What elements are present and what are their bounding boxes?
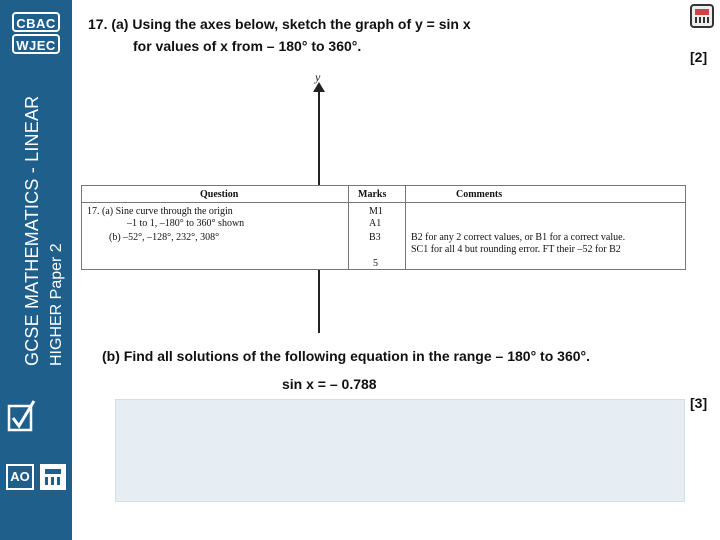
cbac-wjec-logo xyxy=(12,12,62,56)
question-a-line1: 17. (a) Using the axes below, sketch the graph of y = sin x xyxy=(88,16,471,32)
table-divider xyxy=(405,186,406,269)
mark-scheme-table xyxy=(81,185,686,270)
question-a-line2: for values of x from – 180° to 360°. xyxy=(133,38,362,54)
table-row-mark: M1 xyxy=(369,206,383,217)
table-row: (b) –52°, –128°, 232°, 308° xyxy=(109,232,220,243)
header-marks: Marks xyxy=(358,189,387,200)
marks-part-b: [3] xyxy=(690,395,708,411)
logo-line-wjec: WJEC xyxy=(12,34,60,54)
header-question: Question xyxy=(200,189,239,200)
marks-part-a: [2] xyxy=(690,49,708,65)
table-total-mark: 5 xyxy=(373,258,378,269)
table-divider xyxy=(348,186,349,269)
header-comments: Comments xyxy=(456,189,503,200)
table-row: –1 to 1, –180° to 360° shown xyxy=(127,218,245,229)
equation: sin x = – 0.788 xyxy=(282,376,377,392)
ao-icon[interactable]: AO xyxy=(6,464,34,490)
paper-title: HIGHER Paper 2 xyxy=(48,243,65,366)
calculator-icon[interactable] xyxy=(40,464,66,490)
table-row-comment: SC1 for all 4 but rounding error. FT their –52 for B2 xyxy=(411,244,621,255)
checkmark-icon[interactable] xyxy=(6,398,36,434)
table-header-divider xyxy=(82,202,685,203)
question-b: (b) Find all solutions of the following equation in the range – 180° to 360°. xyxy=(102,348,591,364)
table-row: 17. (a) Sine curve through the origin xyxy=(87,206,233,217)
table-row-comment: B2 for any 2 correct values, or B1 for a correct value. xyxy=(411,232,626,243)
answer-box[interactable] xyxy=(115,399,685,502)
table-row-mark: B3 xyxy=(369,232,381,243)
logo-line-cbac: CBAC xyxy=(12,12,60,32)
subject-title: GCSE MATHEMATICS - LINEAR xyxy=(22,95,42,366)
y-axis-label: y xyxy=(315,70,321,84)
sidebar xyxy=(0,0,72,540)
table-row-mark: A1 xyxy=(369,218,382,229)
calculator-icon[interactable] xyxy=(690,4,714,28)
